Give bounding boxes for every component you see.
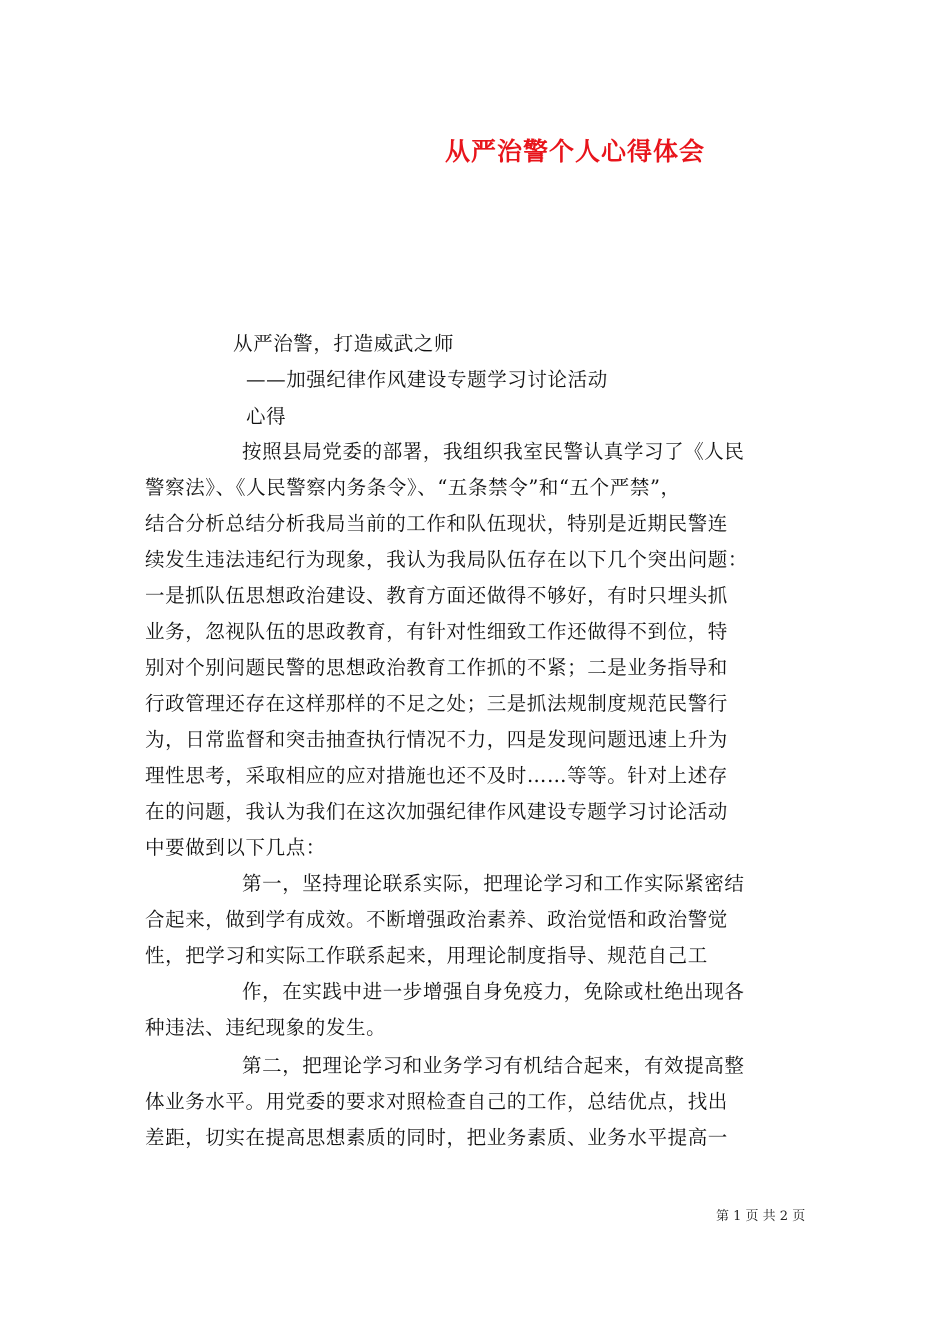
body-line: 在的问题，我认为我们在这次加强纪律作风建设专题学习讨论活动 [145,800,728,823]
body-line: 性，把学习和实际工作联系起来，用理论制度指导、规范自己工 [145,944,708,967]
body-line: 差距，切实在提高思想素质的同时，把业务素质、业务水平提高一 [145,1126,728,1149]
body-line: 理性思考，采取相应的应对措施也还不及时……等等。针对上述存 [145,764,728,787]
body-line: 行政管理还存在这样那样的不足之处；三是抓法规制度规范民警行 [145,692,728,715]
body-line: 一是抓队伍思想政治建设、教育方面还做得不够好，有时只埋头抓 [145,584,728,607]
document-title: 从严治警个人心得体会 [444,137,705,166]
body-line: 续发生违法违纪行为现象，我认为我局队伍存在以下几个突出问题： [145,548,749,571]
heading-line-2: ——加强纪律作风建设专题学习讨论活动 [246,368,608,391]
heading-line-1: 从严治警，打造威武之师 [233,332,455,355]
body-line: 种违法、违纪现象的发生。 [145,1016,387,1039]
heading-line-3: 心得 [246,405,287,428]
body-line: 作，在实践中进一步增强自身免疫力，免除或杜绝出现各 [242,980,745,1003]
body-line: 第二，把理论学习和业务学习有机结合起来，有效提高整 [242,1054,745,1077]
body-line: 中要做到以下几点： [145,836,326,859]
body-line: 合起来，做到学有成效。不断增强政治素养、政治觉悟和政治警觉 [145,908,728,931]
body-line: 别对个别问题民警的思想政治教育工作抓的不紧；二是业务指导和 [145,656,728,679]
body-line: 体业务水平。用党委的要求对照检查自己的工作，总结优点，找出 [145,1090,728,1113]
body-line: 为，日常监督和突击抽查执行情况不力，四是发现问题迅速上升为 [145,728,728,751]
body-line: 第一，坚持理论联系实际，把理论学习和工作实际紧密结 [242,872,745,895]
body-line: 警察法》、《人民警察内务条令》、“五条禁令”和“五个严禁”， [145,476,681,499]
body-line: 按照县局党委的部署，我组织我室民警认真学习了《人民 [242,440,745,463]
page-footer: 第 1 页 共 2 页 [716,1209,806,1224]
body-line: 结合分析总结分析我局当前的工作和队伍现状，特别是近期民警连 [145,512,728,535]
body-line: 业务，忽视队伍的思政教育，有针对性细致工作还做得不到位，特 [145,620,728,643]
